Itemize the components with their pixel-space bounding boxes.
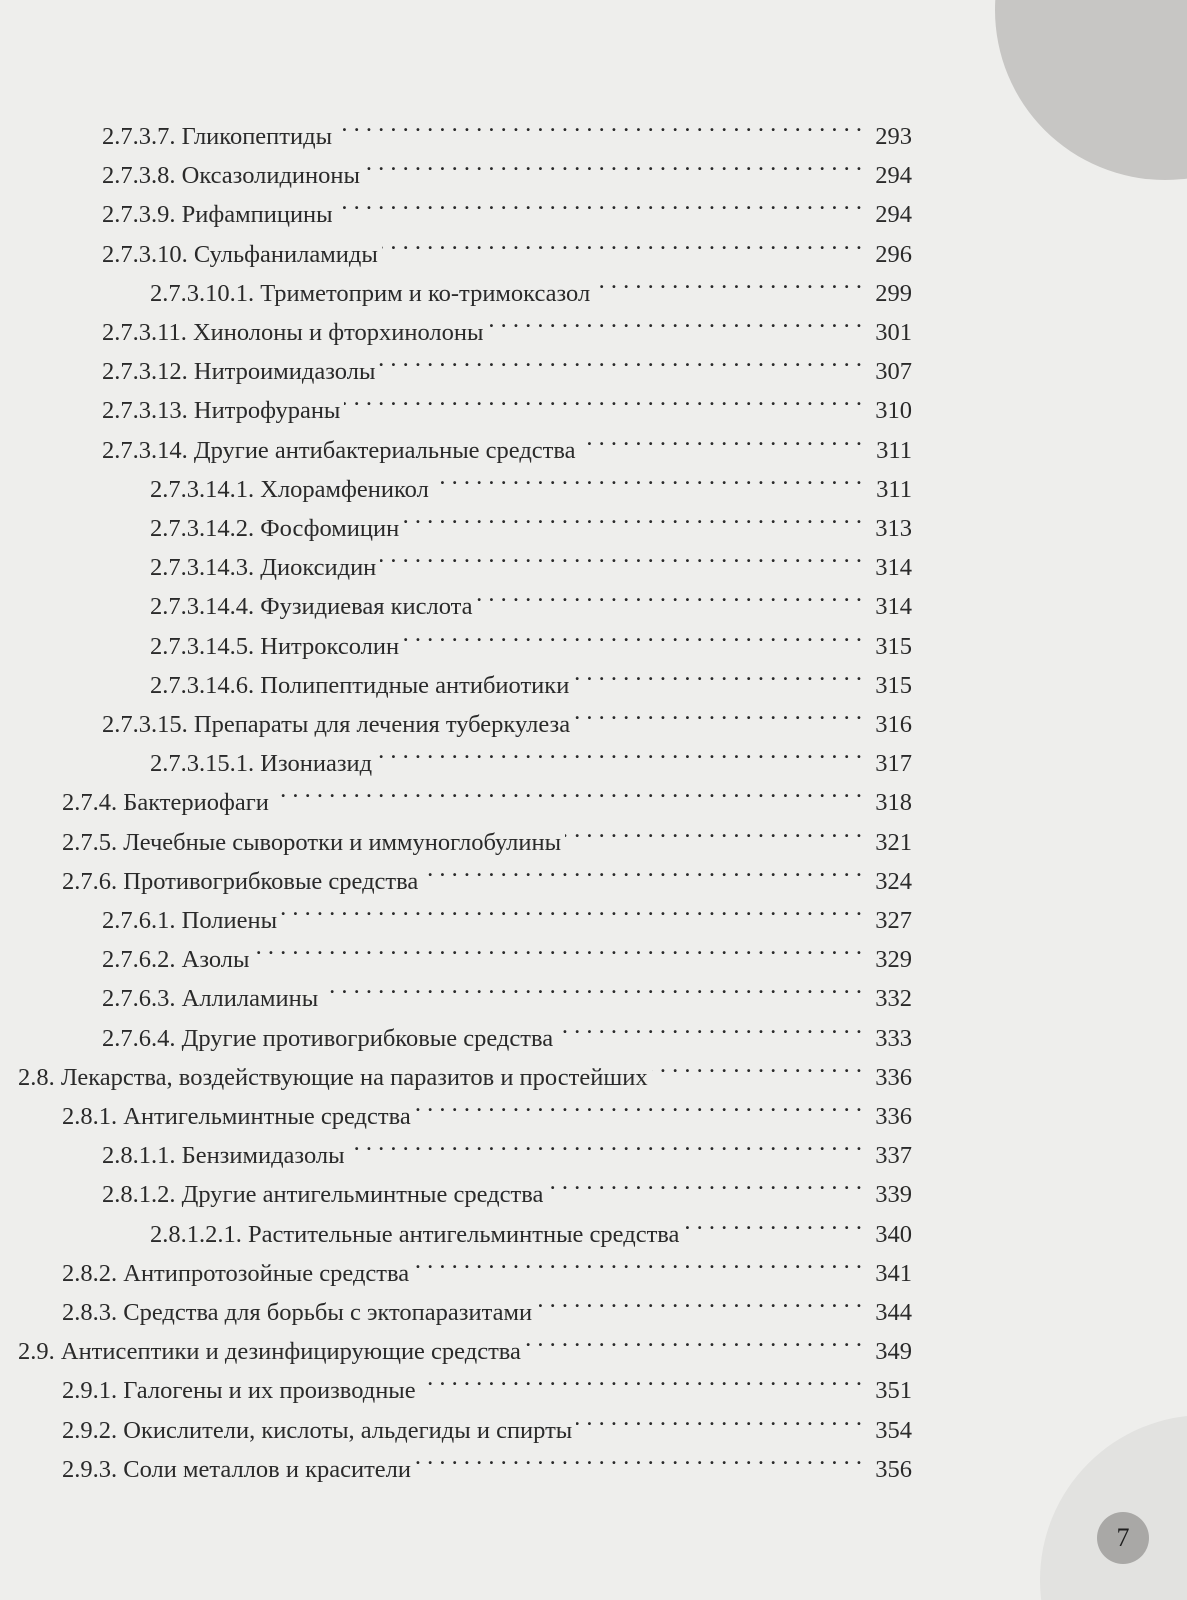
toc-entry-page: 293 bbox=[875, 123, 912, 150]
toc-entry-title: 2.7.3.14.4. Фузидиевая кислота bbox=[150, 593, 473, 621]
toc-entry-title: 2.9.3. Соли металлов и красители bbox=[62, 1455, 412, 1483]
toc-dot-leader bbox=[487, 300, 862, 340]
toc-entry-title: 2.7.3.14.6. Полипептидные антибиотики bbox=[150, 671, 570, 699]
toc-entry bbox=[18, 1319, 912, 1366]
toc-entry-title: 2.7.3.14.2. Фосфомицин bbox=[150, 515, 400, 542]
toc-dot-leader bbox=[565, 810, 862, 850]
toc-entry-page: 301 bbox=[875, 319, 912, 346]
toc-entry-page: 336 bbox=[875, 1103, 912, 1130]
decorative-bottom-circle bbox=[1040, 1415, 1187, 1600]
toc-entry-page: 317 bbox=[875, 750, 912, 778]
toc-entry bbox=[150, 535, 912, 582]
toc-entry-title: 2.7.3.10. Сульфаниламиды bbox=[102, 240, 378, 268]
toc-entry bbox=[150, 574, 912, 621]
toc-entry-page: 321 bbox=[875, 828, 912, 856]
toc-entry-page: 340 bbox=[875, 1220, 912, 1248]
toc-dot-leader bbox=[273, 770, 862, 810]
toc-dot-leader bbox=[557, 1006, 862, 1046]
toc-dot-leader bbox=[536, 1280, 862, 1320]
toc-entry bbox=[62, 770, 912, 817]
toc-entry bbox=[102, 1123, 912, 1170]
toc-entry-title: 2.7.3.8. Оксазолидиноны bbox=[102, 162, 360, 190]
toc-dot-leader bbox=[364, 143, 862, 183]
toc-entry-page: 318 bbox=[875, 789, 912, 817]
toc-entry-page: 314 bbox=[875, 593, 912, 621]
toc-entry-page: 351 bbox=[875, 1377, 912, 1405]
toc-entry bbox=[150, 1202, 912, 1248]
toc-dot-leader bbox=[525, 1319, 862, 1359]
toc-dot-leader bbox=[415, 1084, 862, 1124]
toc-entry-title: 2.8.1.2.1. Растительные антигельминтные средства bbox=[150, 1220, 680, 1248]
toc-dot-leader bbox=[349, 1123, 862, 1163]
toc-entry bbox=[62, 1398, 912, 1444]
toc-entry bbox=[102, 182, 912, 229]
toc-entry bbox=[62, 849, 912, 895]
toc-dot-leader bbox=[322, 966, 862, 1006]
toc-dot-leader bbox=[376, 731, 862, 771]
toc-dot-leader bbox=[652, 1045, 862, 1085]
toc-entry-title: 2.8.3. Средства для борьбы с эктопаразитами bbox=[62, 1299, 533, 1326]
toc-entry-title: 2.7.3.13. Нитрофураны bbox=[102, 397, 341, 425]
toc-entry bbox=[102, 222, 912, 268]
toc-entry bbox=[62, 1084, 912, 1130]
toc-entry-page: 344 bbox=[875, 1299, 912, 1326]
toc-entry-page: 315 bbox=[875, 632, 912, 660]
toc-entry-title: 2.7.6.1. Полиены bbox=[102, 907, 278, 934]
toc-entry-title: 2.7.3.7. Гликопептиды bbox=[102, 123, 333, 150]
toc-dot-leader bbox=[477, 574, 862, 614]
toc-entry-title: 2.7.3.14.1. Хлорамфеникол bbox=[150, 475, 429, 503]
toc-entry-title: 2.7.6.3. Аллиламины bbox=[102, 985, 319, 1013]
toc-entry bbox=[150, 457, 912, 503]
toc-dot-leader bbox=[253, 927, 862, 967]
toc-entry bbox=[150, 496, 912, 542]
toc-entry-page: 294 bbox=[875, 162, 912, 190]
toc-dot-leader bbox=[403, 496, 862, 536]
toc-entry-page: 339 bbox=[875, 1181, 912, 1209]
toc-dot-leader bbox=[573, 653, 862, 693]
toc-dot-leader bbox=[574, 692, 862, 732]
toc-entry-page: 314 bbox=[875, 554, 912, 582]
toc-entry bbox=[150, 653, 912, 699]
toc-entry bbox=[102, 418, 912, 464]
toc-dot-leader bbox=[683, 1202, 862, 1242]
toc-entry-title: 2.7.3.14.3. Диоксидин bbox=[150, 554, 377, 582]
toc-entry-page: 296 bbox=[875, 240, 912, 268]
toc-entry-page: 329 bbox=[875, 946, 912, 974]
toc-dot-leader bbox=[415, 1437, 862, 1477]
toc-entry bbox=[102, 1162, 912, 1209]
toc-entry-page: 315 bbox=[875, 671, 912, 699]
toc-dot-leader bbox=[403, 614, 862, 654]
toc-entry-title: 2.8.1.2. Другие антигельминтные средства bbox=[102, 1181, 544, 1209]
toc-dot-leader bbox=[337, 182, 862, 222]
toc-dot-leader bbox=[382, 222, 862, 262]
toc-entry-page: 354 bbox=[875, 1416, 912, 1444]
toc-entry-page: 313 bbox=[875, 515, 912, 542]
toc-entry-page: 333 bbox=[875, 1024, 912, 1052]
toc-entry bbox=[62, 1241, 912, 1287]
toc-entry-title: 2.7.6. Противогрибковые средства bbox=[62, 867, 419, 895]
toc-entry bbox=[150, 614, 912, 660]
toc-entry bbox=[102, 143, 912, 190]
toc-entry-title: 2.7.6.4. Другие противогрибковые средства bbox=[102, 1024, 554, 1052]
toc-entry-page: 341 bbox=[875, 1259, 912, 1287]
decorative-corner-circle bbox=[995, 0, 1187, 180]
toc-entry-page: 332 bbox=[875, 985, 912, 1013]
page-number-badge: 7 bbox=[1097, 1512, 1149, 1564]
toc-entry bbox=[18, 1045, 912, 1091]
toc-dot-leader bbox=[281, 888, 862, 928]
toc-entry-page: 349 bbox=[875, 1338, 912, 1366]
toc-entry-page: 311 bbox=[876, 436, 912, 464]
toc-entry bbox=[150, 261, 912, 307]
toc-entry-title: 2.7.3.14.5. Нитроксолин bbox=[150, 632, 400, 660]
toc-dot-leader bbox=[336, 104, 862, 144]
toc-dot-leader bbox=[433, 457, 862, 497]
toc-entry-page: 299 bbox=[875, 279, 912, 307]
toc-entry bbox=[102, 888, 912, 934]
toc-dot-leader bbox=[380, 535, 862, 575]
toc-dot-leader bbox=[344, 378, 862, 418]
toc-dot-leader bbox=[422, 849, 862, 889]
toc-dot-leader bbox=[420, 1358, 862, 1398]
toc-entry-title: 2.8.2. Антипротозойные средства bbox=[62, 1259, 410, 1287]
toc-dot-leader bbox=[379, 339, 862, 379]
toc-entry bbox=[150, 731, 912, 778]
toc-dot-leader bbox=[547, 1162, 862, 1202]
toc-entry-page: 310 bbox=[875, 397, 912, 425]
toc-entry-title: 2.8.1. Антигельминтные средства bbox=[62, 1103, 411, 1130]
toc-entry-page: 356 bbox=[875, 1455, 912, 1483]
toc-entry-title: 2.7.3.12. Нитроимидазолы bbox=[102, 358, 376, 386]
toc-entry-title: 2.8. Лекарства, воздействующие на паразитов и простейших bbox=[18, 1063, 648, 1091]
toc-entry-page: 336 bbox=[875, 1063, 912, 1091]
toc-entry-page: 311 bbox=[876, 475, 912, 503]
toc-entry bbox=[102, 378, 912, 425]
toc-entry bbox=[102, 104, 912, 150]
toc-entry-title: 2.7.6.2. Азолы bbox=[102, 946, 250, 974]
toc-entry bbox=[102, 1006, 912, 1052]
toc-entry-title: 2.7.3.11. Хинолоны и фторхинолоны bbox=[102, 319, 484, 346]
toc-entry-title: 2.8.1.1. Бензимидазолы bbox=[102, 1142, 345, 1170]
toc-entry bbox=[102, 966, 912, 1013]
toc-entry-page: 327 bbox=[875, 907, 912, 934]
toc-entry-page: 294 bbox=[875, 201, 912, 229]
toc-entry-title: 2.7.3.15. Препараты для лечения туберкулеза bbox=[102, 711, 571, 738]
toc-entry-title: 2.9.2. Окислители, кислоты, альдегиды и спирты bbox=[62, 1416, 573, 1444]
toc-entry bbox=[62, 810, 912, 856]
toc-entry-title: 2.7.4. Бактериофаги bbox=[62, 789, 269, 817]
toc-entry-page: 307 bbox=[875, 358, 912, 386]
toc-entry bbox=[62, 1358, 912, 1405]
toc-dot-leader bbox=[413, 1241, 862, 1281]
toc-entry-page: 316 bbox=[875, 711, 912, 738]
toc-dot-leader bbox=[576, 1398, 862, 1438]
toc-entry bbox=[102, 927, 912, 974]
toc-entry bbox=[62, 1280, 912, 1326]
toc-entry bbox=[102, 300, 912, 346]
toc-entry bbox=[62, 1437, 912, 1483]
toc-entry-title: 2.7.5. Лечебные сыворотки и иммуноглобулины bbox=[62, 828, 562, 856]
toc-dot-leader bbox=[594, 261, 862, 301]
toc-entry bbox=[102, 339, 912, 386]
toc-entry-page: 337 bbox=[875, 1142, 912, 1170]
toc-entry-title: 2.9. Антисептики и дезинфицирующие средства bbox=[18, 1338, 521, 1366]
toc-entry-title: 2.7.3.10.1. Триметоприм и ко-тримоксазол bbox=[150, 279, 591, 307]
toc-entry-page: 324 bbox=[875, 867, 912, 895]
toc-entry bbox=[102, 692, 912, 738]
toc-entry-title: 2.7.3.9. Рифампицины bbox=[102, 201, 333, 229]
toc-entry-title: 2.7.3.15.1. Изониазид bbox=[150, 750, 373, 778]
toc-entry-title: 2.9.1. Галогены и их производные bbox=[62, 1377, 416, 1405]
toc-dot-leader bbox=[580, 418, 863, 458]
toc-entry-title: 2.7.3.14. Другие антибактериальные средства bbox=[102, 436, 576, 464]
